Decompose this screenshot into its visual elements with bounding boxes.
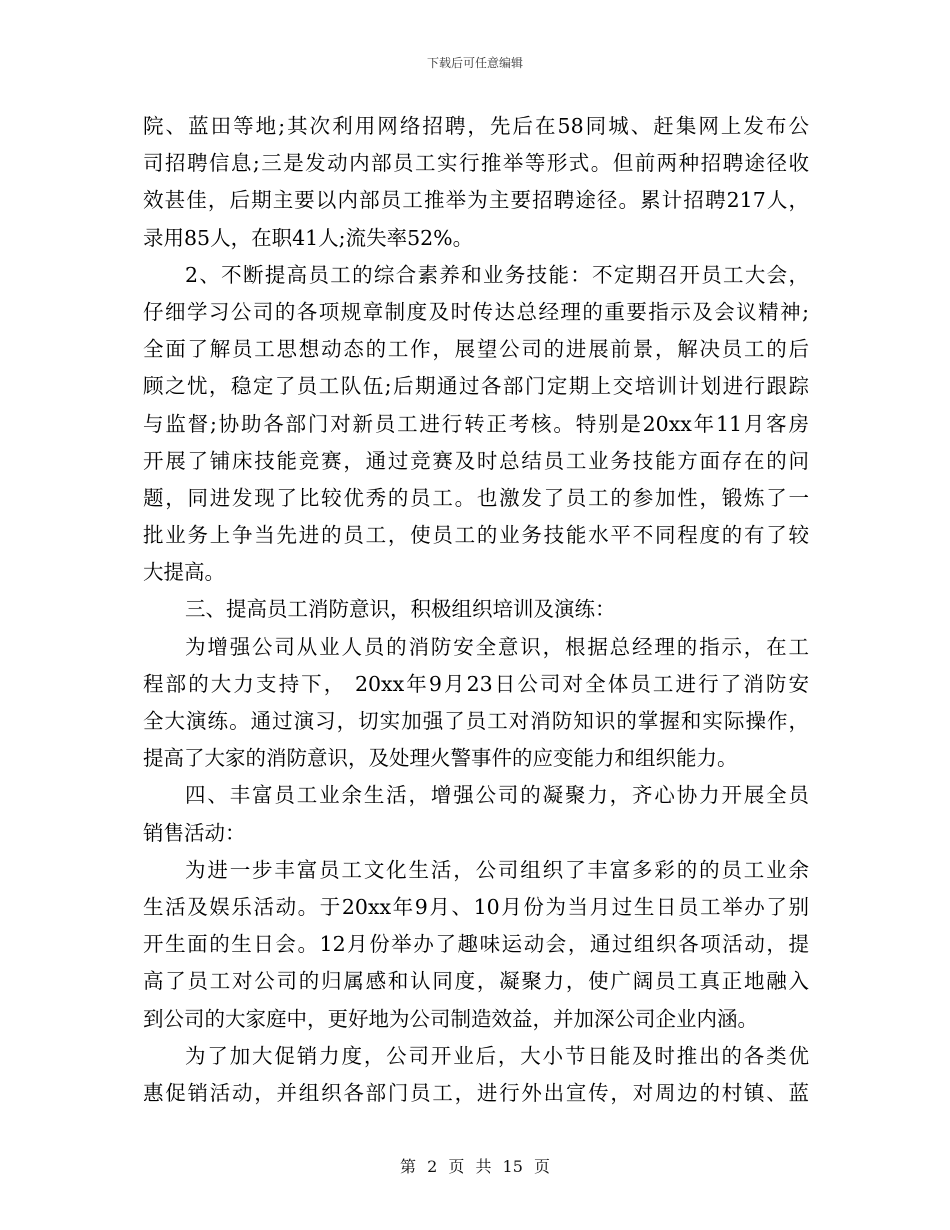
- document-body: [143, 108, 809, 1112]
- text-line: 与监督;协助各部门对新员工进行转正考核。特别是20xx年11月客房: [143, 411, 809, 436]
- text-line: 销售活动：: [143, 820, 246, 845]
- text-line: 高了员工对公司的归属感和认同度，凝聚力，使广阔员工真正地融入: [143, 969, 809, 994]
- text-line: 大提高。: [143, 560, 225, 585]
- text-line: 题，同进发现了比较优秀的员工。也激发了员工的参加性，锻炼了一: [143, 485, 809, 510]
- text-line: 为了加大促销力度，公司开业后，大小节日能及时推出的各类优: [185, 1043, 809, 1068]
- text-line: 录用85人，在职41人;流失率52%。: [143, 225, 474, 250]
- text-line: 程部的大力支持下， 20xx年9月23日公司对全体员工进行了消防安: [143, 671, 809, 696]
- text-line: 2、不断提高员工的综合素养和业务技能：不定期召开员工大会，: [185, 262, 809, 287]
- text-line: 仔细学习公司的各项规章制度及时传达总经理的重要指示及会议精神;: [143, 299, 809, 324]
- text-line: 顾之忧，稳定了员工队伍;后期通过各部门定期上交培训计划进行跟踪: [143, 374, 809, 399]
- text-line: 院、蓝田等地;其次利用网络招聘，先后在58同城、赶集网上发布公: [143, 114, 809, 138]
- text-line: 为进一步丰富员工文化生活，公司组织了丰富多彩的的员工业余: [185, 857, 809, 882]
- text-line: 效甚佳，后期主要以内部员工推举为主要招聘途径。累计招聘217人，: [143, 188, 809, 213]
- text-line: 提高了大家的消防意识，及处理火警事件的应变能力和组织能力。: [143, 746, 738, 771]
- text-line: 开展了铺床技能竞赛，通过竞赛及时总结员工业务技能方面存在的问: [143, 448, 809, 473]
- text-line: 批业务上争当先进的员工，使员工的业务技能水平不同程度的有了较: [143, 523, 809, 548]
- text-line: 生活及娱乐活动。于20xx年9月、10月份为当月过生日员工举办了别: [143, 894, 809, 919]
- text-line: 为增强公司从业人员的消防安全意识，根据总经理的指示，在工: [185, 634, 809, 659]
- text-line: 全面了解员工思想动态的工作，展望公司的进展前景，解决员工的后: [143, 337, 809, 362]
- text-line: 司招聘信息;三是发动内部员工实行推举等形式。但前两种招聘途径收: [143, 151, 809, 176]
- text-line: 四、丰富员工业余生活，增强公司的凝聚力，齐心协力开展全员: [185, 783, 809, 808]
- text-line: 到公司的大家庭中，更好地为公司制造效益，并加深公司企业内涵。: [143, 1006, 758, 1031]
- text-line: 三、提高员工消防意识，积极组织培训及演练：: [185, 597, 616, 622]
- text-line: 惠促销活动，并组织各部门员工，进行外出宣传，对周边的村镇、蓝: [143, 1080, 809, 1105]
- text-line: 全大演练。通过演习，切实加强了员工对消防知识的掌握和实际操作，: [143, 709, 809, 733]
- page-number-footer: 第 2 页 共 15 页: [400, 1157, 550, 1176]
- page-header: 下载后可任意编辑: [426, 56, 523, 70]
- text-line: 开生面的生日会。12月份举办了趣味运动会，通过组织各项活动，提: [143, 932, 809, 957]
